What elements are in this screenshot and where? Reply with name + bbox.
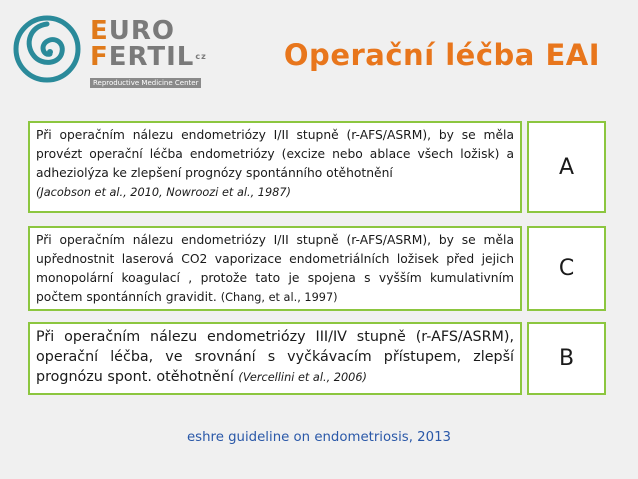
recommendation-box-1 [28,121,522,213]
recommendation-box-3 [28,322,522,395]
logo-suffix: cz [195,52,207,61]
recommendation-citation-1: (Jacobson et al., 2010, Nowroozi et al., 1987) [36,186,291,199]
logo-word-ertil: ERTIL [108,42,195,72]
recommendation-citation-3: (Vercellini et al., 2006) [238,371,367,384]
euro-fertil-logo [12,14,212,87]
logo-letter-e: E [90,16,109,46]
logo-swirl-icon [12,14,82,84]
logo-wordmark [90,18,220,89]
grade-box-2 [527,226,606,311]
logo-word-uro: URO [108,16,176,46]
grade-box-1 [527,121,606,213]
logo-tagline: Reproductive Medicine Center [90,78,201,88]
footer-source: eshre guideline on endometriosis, 2013 [187,430,451,445]
recommendation-text-2: Při operačním nálezu endometriózy I/II stupně (r-AFS/ASRM), by se měla upřednostnit laserová CO2 vaporizace endometriálních ložisek před jejich monopolární koagulací , protože tato je spojena s vyšším kumulativním počtem spontánních gravidit. [36,233,514,304]
recommendation-text-1: Při operačním nálezu endometriózy I/II stupně (r-AFS/ASRM), by se měla provézt operační léčba endometriózy (excize nebo ablace všech ložisk) a adheziolýza ke zlepšení prognózy spontánního otěhotnění [36,128,514,180]
recommendation-citation-2: (Chang, et al., 1997) [220,291,338,304]
grade-box-3 [527,322,606,395]
logo-letter-f: F [90,42,109,72]
grade-label-3: B [558,346,575,371]
grade-label-2: C [558,256,575,281]
recommendation-box-2 [28,226,522,311]
recommendation-text-3: Při operačním nálezu endometriózy III/IV stupně (r-AFS/ASRM), operační léčba, ve srovnání s vyčkávacím přístupem, zlepší prognózu spont. otěhotnění [36,329,514,385]
slide-title: Operační léčba EAI [283,38,600,72]
grade-label-1: A [558,154,575,180]
